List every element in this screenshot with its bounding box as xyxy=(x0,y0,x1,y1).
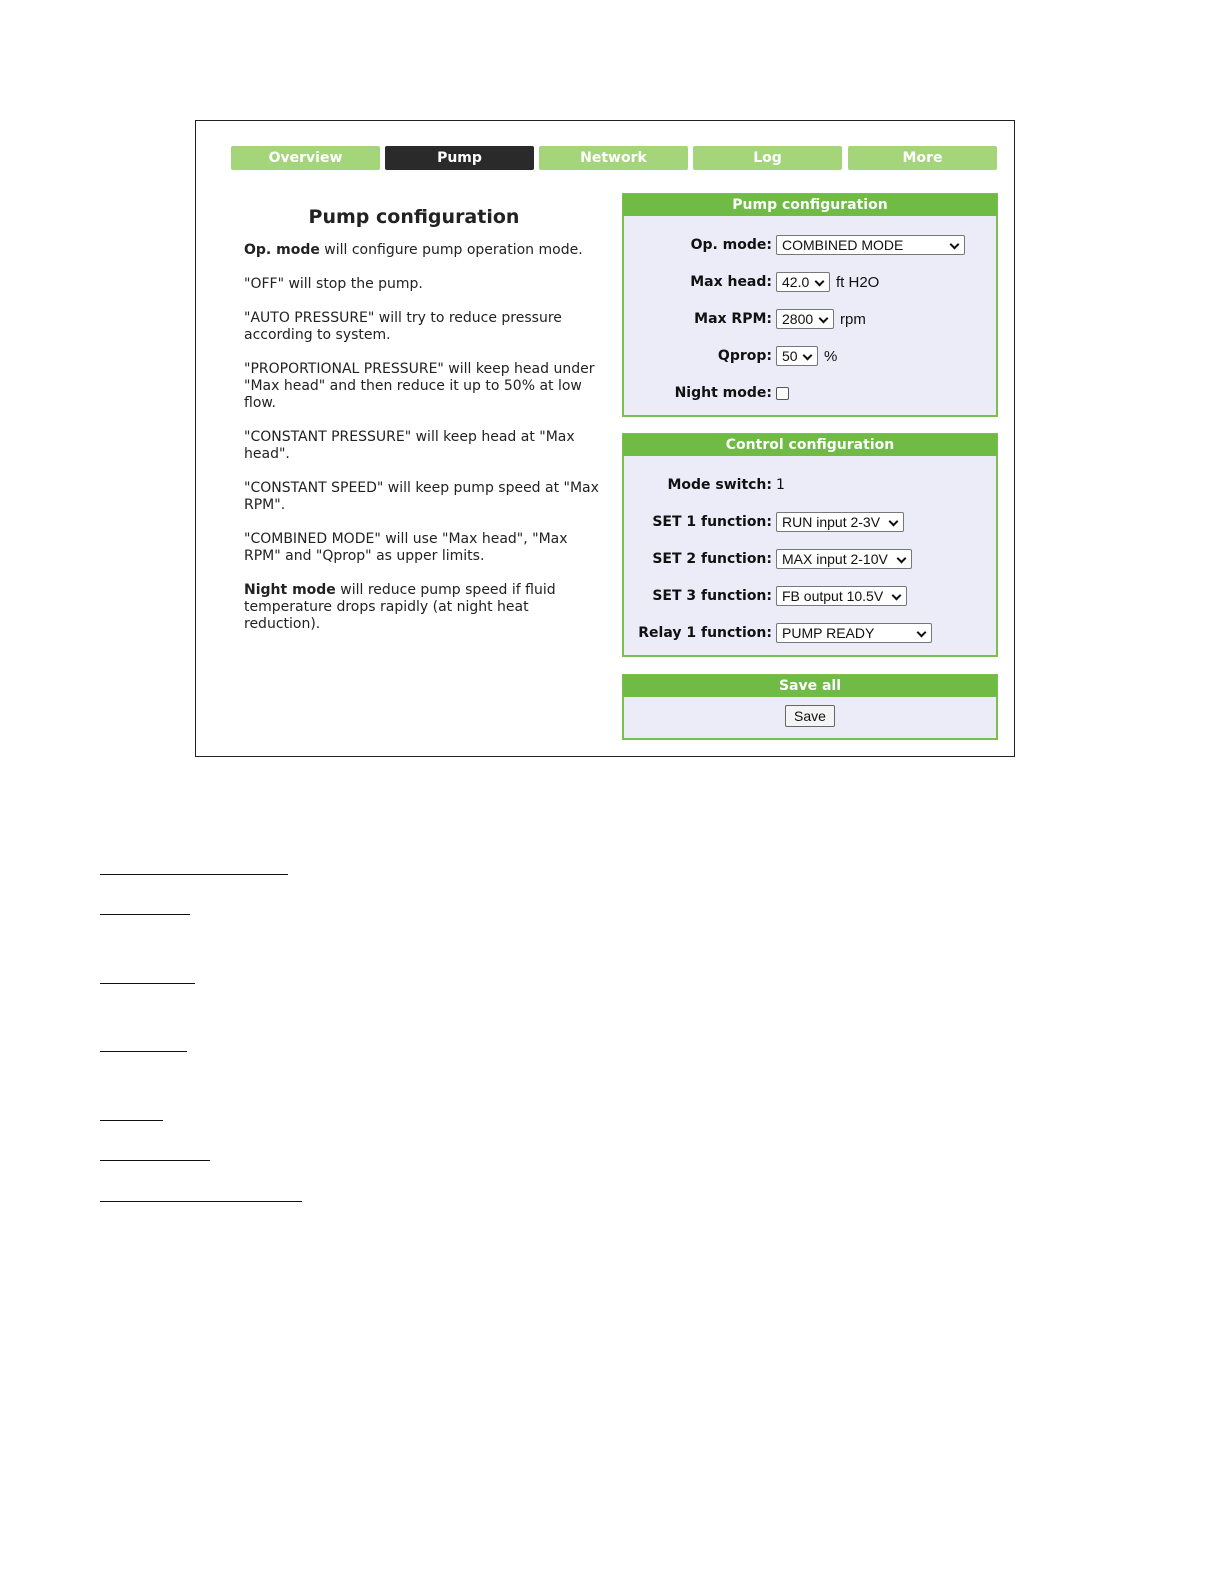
help-off: "OFF" will stop the pump. xyxy=(244,276,423,292)
relay1-select[interactable]: PUMP READY xyxy=(776,623,932,643)
pump-config-panel xyxy=(622,193,998,417)
help-auto-pressure: "AUTO PRESSURE" will try to reduce pressure according to system. xyxy=(244,310,562,343)
blank-underline-7 xyxy=(100,1201,302,1202)
max-head-select[interactable]: 42.0 xyxy=(776,272,830,292)
blank-underline-5 xyxy=(100,1120,163,1121)
nav-tabs xyxy=(231,146,997,170)
qprop-label: Qprop: xyxy=(717,348,772,364)
help-title: Pump configuration xyxy=(308,206,520,228)
set1-row xyxy=(624,512,996,534)
relay1-row xyxy=(624,623,996,645)
tab-log[interactable]: Log xyxy=(693,146,842,170)
tab-overview[interactable]: Overview xyxy=(231,146,380,170)
op-mode-select[interactable]: COMBINED MODE xyxy=(776,235,965,255)
max-head-unit: ft H2O xyxy=(836,273,880,291)
help-night-mode xyxy=(244,582,604,633)
help-op-mode-term: Op. mode xyxy=(244,242,320,258)
tab-more[interactable]: More xyxy=(848,146,997,170)
set2-label: SET 2 function: xyxy=(652,551,772,567)
screenshot-frame xyxy=(195,120,1015,757)
blank-underline-6 xyxy=(100,1160,210,1161)
max-rpm-select[interactable]: 2800 xyxy=(776,309,834,329)
night-mode-label: Night mode: xyxy=(674,385,772,401)
op-mode-label: Op. mode: xyxy=(690,237,772,253)
max-head-label: Max head: xyxy=(690,274,772,290)
save-title: Save all xyxy=(623,675,997,697)
tab-network[interactable]: Network xyxy=(539,146,688,170)
relay1-label: Relay 1 function: xyxy=(638,625,772,641)
mode-switch-value: 1 xyxy=(776,477,785,493)
tab-pump[interactable]: Pump xyxy=(385,146,534,170)
set3-select[interactable]: FB output 10.5V xyxy=(776,586,907,606)
set3-label: SET 3 function: xyxy=(652,588,772,604)
op-mode-row xyxy=(624,235,996,257)
help-combined-mode: "COMBINED MODE" will use "Max head", "Max RPM" and "Qprop" as upper limits. xyxy=(244,531,568,564)
set1-label: SET 1 function: xyxy=(652,514,772,530)
save-button[interactable]: Save xyxy=(785,705,835,727)
max-rpm-row xyxy=(624,309,996,331)
night-mode-checkbox[interactable] xyxy=(776,387,789,400)
set2-select[interactable]: MAX input 2-10V xyxy=(776,549,912,569)
blank-underline-1 xyxy=(100,874,288,875)
mode-switch-label: Mode switch: xyxy=(667,477,772,493)
max-rpm-label: Max RPM: xyxy=(694,311,772,327)
help-constant-speed: "CONSTANT SPEED" will keep pump speed at "Max RPM". xyxy=(244,480,599,513)
help-op-mode xyxy=(244,242,604,259)
pump-config-title: Pump configuration xyxy=(623,194,997,216)
max-rpm-unit: rpm xyxy=(840,310,866,328)
help-proportional-pressure: "PROPORTIONAL PRESSURE" will keep head under "Max head" and then reduce it up to 50% at low flow. xyxy=(244,361,595,411)
set2-row xyxy=(624,549,996,571)
qprop-unit: % xyxy=(824,347,838,365)
save-panel xyxy=(622,674,998,740)
help-constant-pressure: "CONSTANT PRESSURE" will keep head at "Max head". xyxy=(244,429,575,462)
control-config-title: Control configuration xyxy=(623,434,997,456)
help-night-mode-term: Night mode xyxy=(244,582,336,598)
blank-underline-4 xyxy=(100,1051,187,1052)
blank-underline-3 xyxy=(100,983,195,984)
night-mode-row xyxy=(624,383,996,405)
set3-row xyxy=(624,586,996,608)
blank-underline-2 xyxy=(100,914,190,915)
qprop-row xyxy=(624,346,996,368)
help-op-mode-desc: will configure pump operation mode. xyxy=(319,242,583,258)
help-night-mode-desc: will reduce pump speed if fluid temperature drops rapidly (at night heat reduction). xyxy=(244,582,556,632)
help-text xyxy=(244,206,604,650)
mode-switch-row xyxy=(624,475,996,497)
set1-select[interactable]: RUN input 2-3V xyxy=(776,512,904,532)
qprop-select[interactable]: 50 xyxy=(776,346,818,366)
control-config-panel xyxy=(622,433,998,657)
max-head-row xyxy=(624,272,996,294)
